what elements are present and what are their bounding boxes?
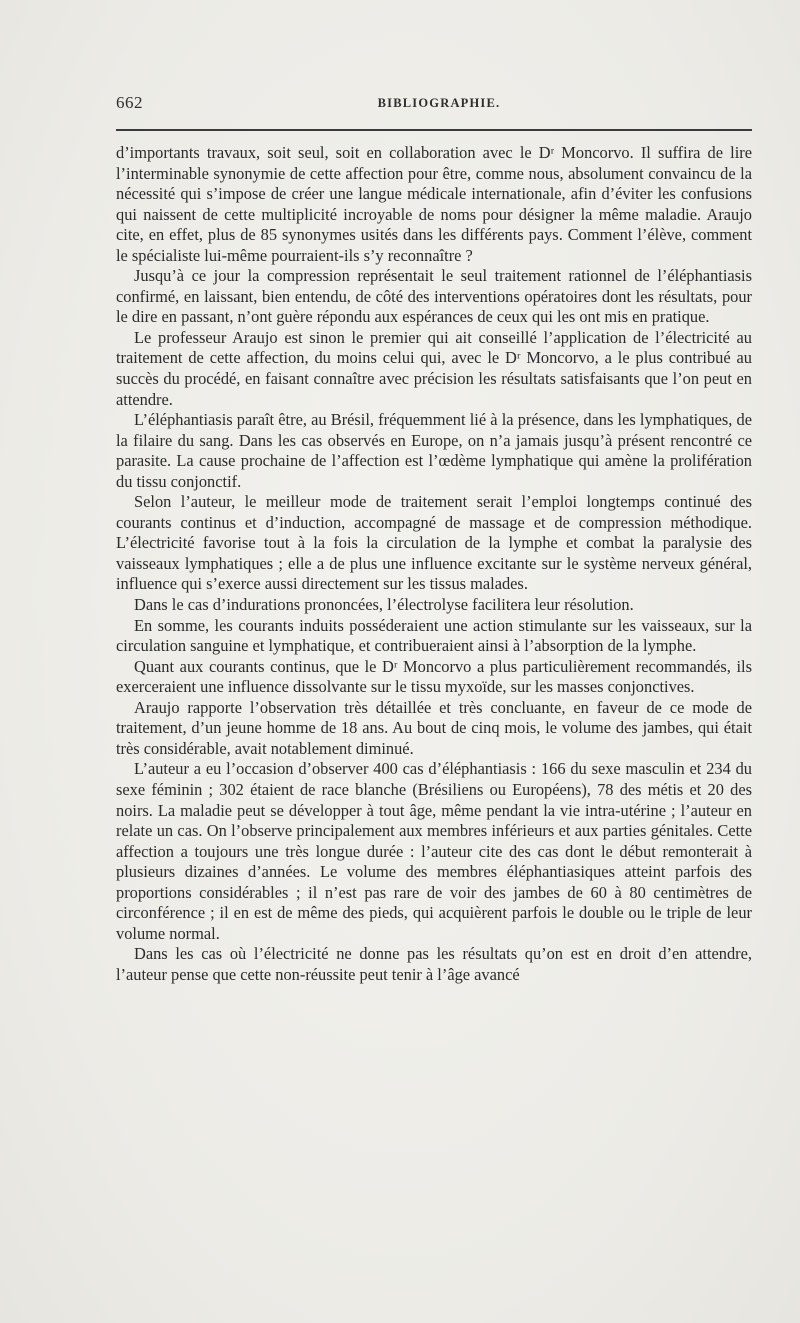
paragraph: Le professeur Araujo est sinon le premier qui ait conseillé l’application de l’électricité au traitement de cette affection, du moins celui qui, avec le Dʳ Moncorvo, a le plus contribué au succès du procédé, en faisant connaître avec précision les résultats satisfaisants que l’on peut en attendre. [116, 327, 752, 409]
paragraph: Selon l’auteur, le meilleur mode de traitement serait l’emploi longtemps continué des courants continus et d’induction, accompagné de massage et de compression méthodique. L’électricité favorise tout à la fois la circulation de la lymphe et combat la paralysie des vaisseaux lymphatiques ; elle a de plus une influence excitante sur le système nerveux général, influence qui s’exerce aussi directement sur les tissus malades. [116, 492, 752, 594]
running-head: BIBLIOGRAPHIE. [377, 96, 501, 110]
header-rule [116, 129, 752, 131]
paragraph: Dans le cas d’indurations prononcées, l’électrolyse facilitera leur résolution. [134, 595, 634, 615]
page-header [116, 93, 752, 117]
paragraph: Dans les cas où l’électricité ne donne pas les résultats qu’on est en droit d’en attendre, l’auteur pense que cette non-réussite peut tenir à l’âge avancé [116, 944, 752, 984]
paragraph: Araujo rapporte l’observation très détaillée et très concluante, en faveur de ce mode de traitement, d’un jeune homme de 18 ans. Au bout de cinq mois, le volume des jambes, qui était très considérable, avait notablement diminué. [116, 697, 752, 758]
paragraph: L’auteur a eu l’occasion d’observer 400 cas d’éléphantiasis : 166 du sexe masculin et 234 du sexe féminin ; 302 étaient de race blanche (Brésiliens ou Européens), 78 des métis et 20 des noirs. La maladie peut se développer à tout âge, même pendant la vie intra-utérine ; l’auteur en relate un cas. On l’observe principalement aux membres inférieurs et aux parties génitales. Cette affection a toujours une très longue durée : l’auteur cite des cas dont le début remonterait à plusieurs dizaines d’années. Le volume des membres éléphantiasiques atteint parfois des proportions considérables ; il n’est pas rare de voir des jambes de 60 à 80 centimètres de circonférence ; il en est de même des pieds, qui acquièrent parfois le double ou le triple de leur volume normal. [116, 759, 752, 943]
paragraph: Quant aux courants continus, que le Dʳ Moncorvo a plus particulièrement recommandés, ils exerceraient une influence dissolvante sur le tissu myxoïde, sur les masses conjonctives. [116, 656, 752, 697]
body-text [116, 143, 752, 985]
paragraph: L’éléphantiasis paraît être, au Brésil, fréquemment lié à la présence, dans les lymphatiques, de la filaire du sang. Dans les cas observés en Europe, on n’a jamais jusqu’à présent rencontré ce parasite. La cause prochaine de l’affection est l’œdème lymphatique qui amène la prolifération du tissu conjonctif. [116, 410, 752, 491]
paragraph: d’importants travaux, soit seul, soit en collaboration avec le Dʳ Moncorvo. Il suffira de lire l’interminable synonymie de cette affection pour être, comme nous, absolument convaincu de la nécessité qui s’impose de créer une langue médicale internationale, afin d’éviter les confusions qui naissent de cette multiplicité incroyable de noms pour désigner la même maladie. Araujo cite, en effet, plus de 85 synonymes usités dans les différents pays. Comment l’élève, comment le spécialiste lui-même pourraient-ils s’y reconnaître ? [116, 143, 752, 265]
page-number: 662 [116, 93, 143, 112]
paragraph: Jusqu’à ce jour la compression représentait le seul traitement rationnel de l’éléphantiasis confirmé, en laissant, bien entendu, de côté des interventions opératoires dont les résultats, pour le dire en passant, n’ont guère répondu aux espérances de ceux qui les ont mis en pratique. [116, 266, 752, 327]
paragraph: En somme, les courants induits posséderaient une action stimulante sur les vaisseaux, sur la circulation sanguine et lymphatique, et contribueraient ainsi à l’absorption de la lymphe. [116, 615, 752, 656]
